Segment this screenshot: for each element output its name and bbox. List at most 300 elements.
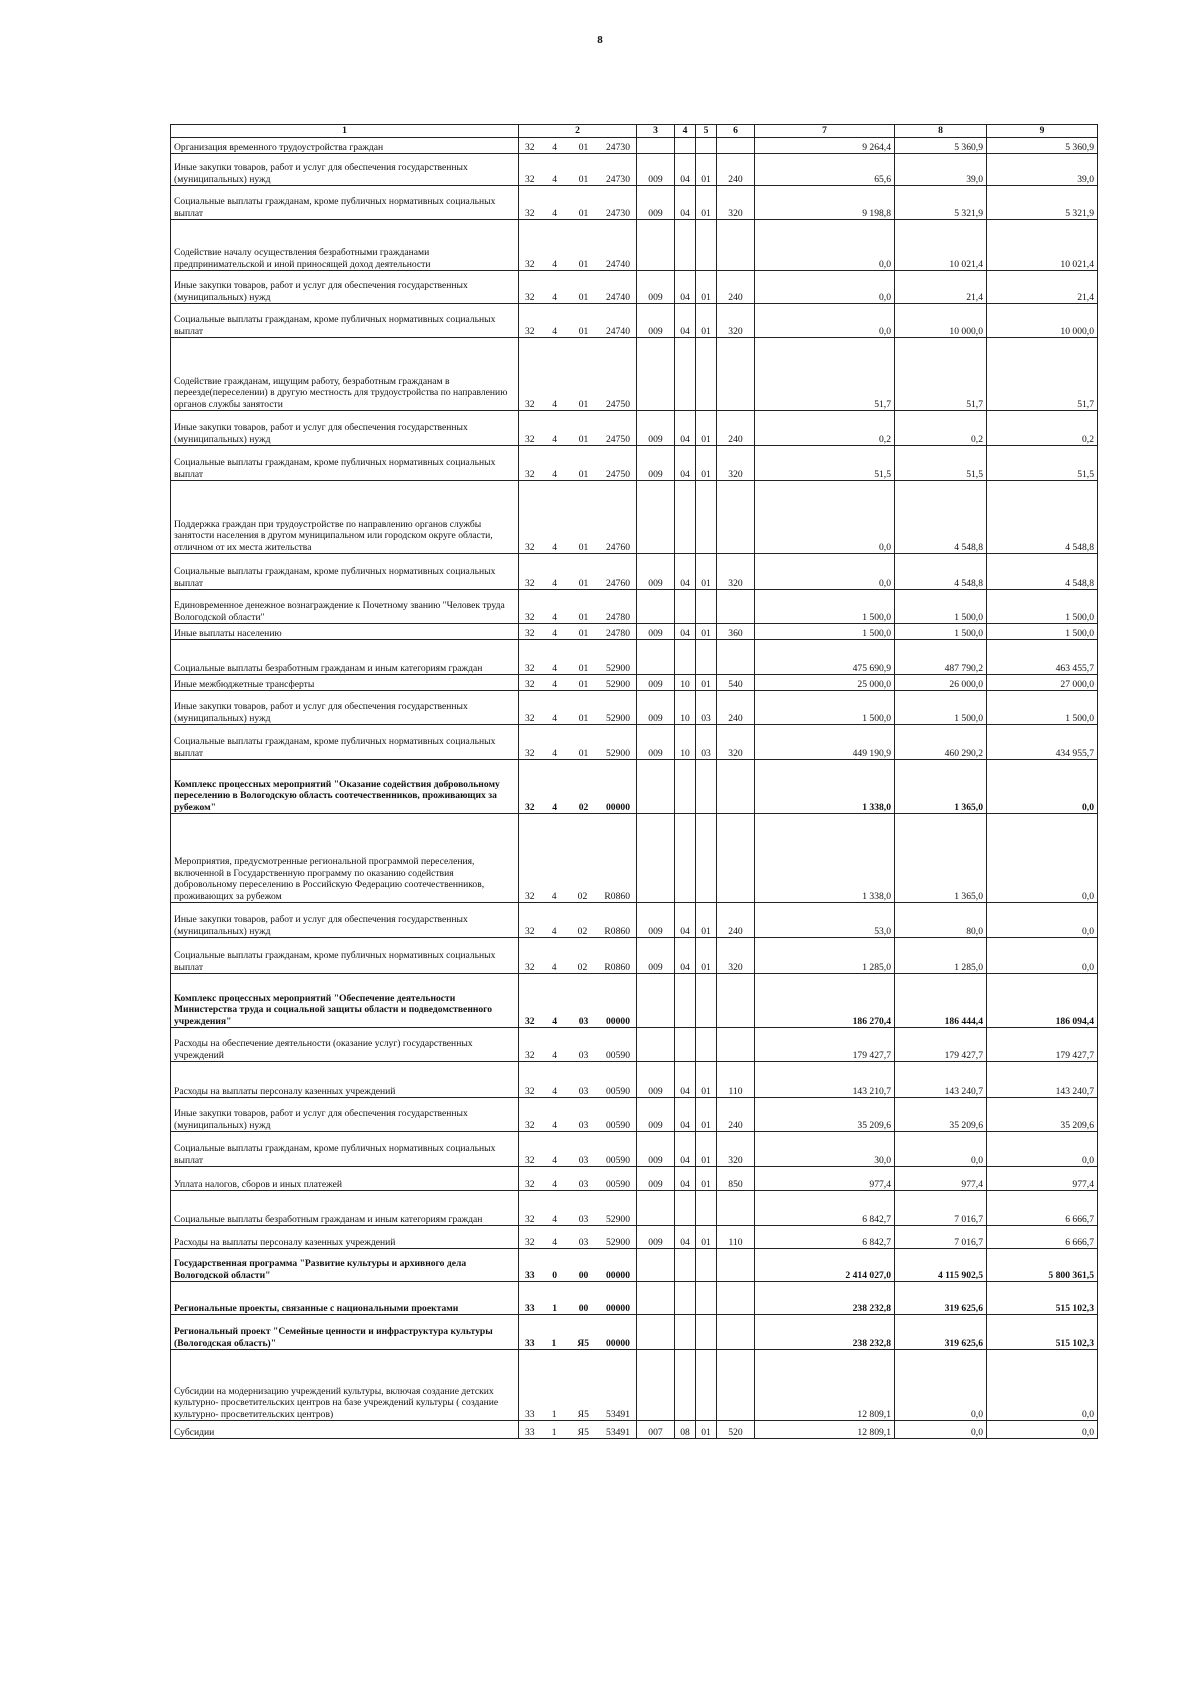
subsection-code: 01 [696, 1098, 717, 1132]
program-code: 32 [525, 207, 535, 219]
direction-code: 24780 [606, 627, 630, 639]
grbs-code [637, 1350, 675, 1421]
row-description: Субсидии [171, 1421, 519, 1439]
target-article-code [519, 154, 637, 186]
grbs-code [637, 338, 675, 411]
direction-code: 24760 [606, 577, 630, 589]
target-article-code-parts [522, 891, 633, 903]
section-code: 04 [675, 1226, 696, 1249]
amount-col-8: 21,4 [895, 271, 987, 304]
direction-code: 52900 [606, 712, 630, 724]
target-article-code-parts [522, 1086, 633, 1098]
amount-col-9: 434 955,7 [987, 725, 1098, 760]
row-description: Социальные выплаты гражданам, кроме публичных нормативных социальных выплат [171, 1132, 519, 1167]
measure-code: Я5 [577, 1408, 589, 1420]
target-article-code [519, 271, 637, 304]
target-article-code [519, 974, 637, 1028]
table-row [171, 1226, 1098, 1249]
direction-code: R0860 [604, 890, 630, 902]
subprogram-code: 4 [552, 433, 558, 445]
subprogram-code: 4 [552, 712, 558, 724]
target-article-code-parts [522, 1179, 633, 1191]
measure-code: 01 [578, 747, 589, 759]
table-body [171, 138, 1098, 1439]
expense-type-code: 540 [717, 675, 755, 691]
target-article-code-parts [522, 962, 633, 974]
program-code: 32 [525, 611, 535, 623]
amount-col-7: 186 270,4 [755, 974, 895, 1028]
expense-type-code: 320 [717, 725, 755, 760]
expense-type-code: 360 [717, 624, 755, 640]
subprogram-code: 4 [552, 258, 558, 270]
row-description: Иные выплаты населению [171, 624, 519, 640]
table-row [171, 271, 1098, 304]
row-description: Иные закупки товаров, работ и услуг для обеспечения государственных (муниципальных) нужд [171, 411, 519, 446]
measure-code: Я5 [577, 1426, 589, 1438]
column-header: 4 [675, 125, 696, 138]
row-description: Субсидии на модернизацию учреждений культуры, включая создание детских культурно- просветительских центров на базе учреждений культуры ( создание культурно- просветительских центров) [171, 1350, 519, 1421]
amount-col-9: 6 666,7 [987, 1226, 1098, 1249]
amount-col-8: 186 444,4 [895, 974, 987, 1028]
subprogram-code: 4 [552, 207, 558, 219]
section-code [675, 1191, 696, 1226]
target-article-code [519, 691, 637, 725]
grbs-code: 009 [637, 271, 675, 304]
target-article-code [519, 481, 637, 554]
subprogram-code: 1 [551, 1426, 557, 1438]
target-article-code [519, 590, 637, 624]
target-article-code [519, 938, 637, 974]
target-article-code-parts [522, 1409, 633, 1421]
program-code: 32 [525, 925, 535, 937]
expense-type-code: 320 [717, 1132, 755, 1167]
target-article-code [519, 411, 637, 446]
direction-code: 24780 [606, 611, 630, 623]
table-row [171, 691, 1098, 725]
amount-col-9: 27 000,0 [987, 675, 1098, 691]
grbs-code [637, 640, 675, 675]
target-article-code-parts [522, 713, 633, 725]
grbs-code: 009 [637, 624, 675, 640]
measure-code: 03 [578, 1154, 589, 1166]
grbs-code: 009 [637, 1167, 675, 1191]
expense-type-code: 110 [717, 1062, 755, 1098]
amount-col-8: 51,5 [895, 446, 987, 481]
amount-col-8: 80,0 [895, 903, 987, 938]
amount-col-7: 9 198,8 [755, 186, 895, 220]
target-article-code-parts [522, 208, 633, 220]
grbs-code: 009 [637, 186, 675, 220]
subprogram-code: 4 [552, 1154, 558, 1166]
section-code: 04 [675, 186, 696, 220]
target-article-code-parts [522, 1270, 633, 1282]
subsection-code [696, 640, 717, 675]
target-article-code-parts [522, 748, 633, 760]
subsection-code: 01 [696, 938, 717, 974]
expense-type-code [717, 1315, 755, 1350]
program-code: 32 [525, 258, 535, 270]
subprogram-code: 4 [552, 1213, 558, 1225]
measure-code: 01 [578, 258, 589, 270]
target-article-code [519, 1062, 637, 1098]
expense-type-code: 240 [717, 154, 755, 186]
amount-col-8: 7 016,7 [895, 1226, 987, 1249]
direction-code: 52900 [606, 1236, 630, 1248]
grbs-code [637, 1249, 675, 1282]
expense-type-code: 320 [717, 186, 755, 220]
expense-type-code [717, 138, 755, 154]
amount-col-8: 1 365,0 [895, 814, 987, 903]
amount-col-7: 238 232,8 [755, 1282, 895, 1315]
amount-col-7: 35 209,6 [755, 1098, 895, 1132]
subprogram-code: 4 [552, 678, 558, 690]
subsection-code: 01 [696, 1062, 717, 1098]
direction-code: 24750 [606, 433, 630, 445]
target-article-code [519, 338, 637, 411]
amount-col-7: 0,0 [755, 554, 895, 590]
row-description: Региональный проект "Семейные ценности и инфраструктура культуры (Вологодская область)" [171, 1315, 519, 1350]
section-code: 04 [675, 1062, 696, 1098]
section-code [675, 974, 696, 1028]
grbs-code: 009 [637, 725, 675, 760]
program-code: 33 [525, 1337, 535, 1349]
section-code: 04 [675, 154, 696, 186]
table-row [171, 186, 1098, 220]
section-code: 04 [675, 938, 696, 974]
subprogram-code: 4 [552, 173, 558, 185]
measure-code: 01 [578, 141, 589, 153]
direction-code: 53491 [606, 1426, 630, 1438]
section-code: 10 [675, 691, 696, 725]
section-code: 10 [675, 725, 696, 760]
amount-col-7: 1 338,0 [755, 814, 895, 903]
grbs-code: 009 [637, 554, 675, 590]
amount-col-7: 1 338,0 [755, 760, 895, 814]
section-code: 04 [675, 271, 696, 304]
program-code: 32 [525, 627, 535, 639]
table-row [171, 481, 1098, 554]
row-description: Поддержка граждан при трудоустройстве по направлению органов службы занятости населения в другом муниципальном или городском округе области, отличном от их места жительства [171, 481, 519, 554]
target-article-code-parts [522, 399, 633, 411]
amount-col-7: 12 809,1 [755, 1421, 895, 1439]
amount-col-7: 6 842,7 [755, 1226, 895, 1249]
section-code [675, 1282, 696, 1315]
target-article-code-parts [522, 628, 633, 640]
table-row [171, 1098, 1098, 1132]
amount-col-9: 51,7 [987, 338, 1098, 411]
amount-col-9: 143 240,7 [987, 1062, 1098, 1098]
expense-type-code [717, 220, 755, 271]
direction-code: 00590 [606, 1085, 630, 1097]
subprogram-code: 4 [551, 925, 557, 937]
target-article-code [519, 1167, 637, 1191]
amount-col-8: 1 365,0 [895, 760, 987, 814]
section-code [675, 1315, 696, 1350]
subsection-code [696, 138, 717, 154]
measure-code: 01 [578, 627, 589, 639]
section-code [675, 1028, 696, 1062]
section-code: 04 [675, 554, 696, 590]
program-code: 32 [525, 1015, 535, 1027]
section-code [675, 481, 696, 554]
subsection-code: 01 [696, 1167, 717, 1191]
measure-code: Я5 [577, 1337, 590, 1349]
measure-code: 01 [578, 207, 589, 219]
subsection-code: 01 [696, 624, 717, 640]
subsection-code: 01 [696, 304, 717, 338]
section-code [675, 1350, 696, 1421]
measure-code: 01 [578, 712, 589, 724]
direction-code: 24740 [606, 291, 630, 303]
amount-col-8: 10 021,4 [895, 220, 987, 271]
program-code: 32 [525, 1213, 535, 1225]
target-article-code [519, 304, 637, 338]
target-article-code [519, 1315, 637, 1350]
table-row [171, 411, 1098, 446]
expense-type-code: 240 [717, 903, 755, 938]
amount-col-7: 1 500,0 [755, 624, 895, 640]
table-row [171, 554, 1098, 590]
amount-col-8: 319 625,6 [895, 1315, 987, 1350]
subsection-code [696, 1350, 717, 1421]
column-header: 2 [519, 125, 637, 138]
row-description: Расходы на выплаты персоналу казенных учреждений [171, 1226, 519, 1249]
amount-col-8: 39,0 [895, 154, 987, 186]
program-code: 32 [525, 577, 535, 589]
direction-code: 53491 [606, 1408, 630, 1420]
program-code: 32 [525, 1049, 535, 1061]
amount-col-8: 5 321,9 [895, 186, 987, 220]
amount-col-7: 449 190,9 [755, 725, 895, 760]
measure-code: 00 [578, 1302, 589, 1314]
measure-code: 03 [578, 1213, 589, 1225]
amount-col-8: 1 500,0 [895, 590, 987, 624]
row-description: Социальные выплаты безработным гражданам и иным категориям граждан [171, 1191, 519, 1226]
direction-code: 00590 [606, 1154, 630, 1166]
target-article-code-parts [522, 469, 633, 481]
expense-type-code: 320 [717, 938, 755, 974]
table-row [171, 446, 1098, 481]
expense-type-code [717, 760, 755, 814]
direction-code: 00000 [606, 1302, 630, 1314]
amount-col-7: 0,0 [755, 271, 895, 304]
grbs-code: 009 [637, 446, 675, 481]
column-header: 3 [637, 125, 675, 138]
program-code: 32 [525, 291, 535, 303]
grbs-code [637, 590, 675, 624]
row-description: Расходы на выплаты персоналу казенных учреждений [171, 1062, 519, 1098]
column-header: 9 [987, 125, 1098, 138]
table-row [171, 1167, 1098, 1191]
subprogram-code: 4 [552, 291, 558, 303]
subsection-code: 01 [696, 1226, 717, 1249]
subsection-code [696, 220, 717, 271]
amount-col-8: 7 016,7 [895, 1191, 987, 1226]
subsection-code [696, 481, 717, 554]
expense-type-code: 320 [717, 554, 755, 590]
amount-col-8: 4 115 902,5 [895, 1249, 987, 1282]
grbs-code: 009 [637, 304, 675, 338]
direction-code: 52900 [606, 1213, 630, 1225]
section-code: 04 [675, 1098, 696, 1132]
subprogram-code: 1 [551, 1337, 557, 1349]
amount-col-9: 10 000,0 [987, 304, 1098, 338]
subprogram-code: 4 [551, 961, 557, 973]
expense-type-code [717, 1350, 755, 1421]
table-row [171, 1421, 1098, 1439]
program-code: 33 [525, 1408, 535, 1420]
table-row [171, 1315, 1098, 1350]
direction-code: 52900 [606, 747, 630, 759]
row-description: Социальные выплаты гражданам, кроме публичных нормативных социальных выплат [171, 186, 519, 220]
amount-col-8: 460 290,2 [895, 725, 987, 760]
direction-code: 00000 [605, 1337, 630, 1349]
target-article-code [519, 903, 637, 938]
target-article-code-parts [522, 292, 633, 304]
expense-type-code [717, 338, 755, 411]
amount-col-7: 0,0 [755, 304, 895, 338]
target-article-code-parts [522, 174, 633, 186]
subsection-code [696, 1249, 717, 1282]
grbs-code: 009 [637, 1132, 675, 1167]
direction-code: 24740 [606, 325, 630, 337]
amount-col-9: 0,0 [987, 1421, 1098, 1439]
column-header: 5 [696, 125, 717, 138]
section-code [675, 220, 696, 271]
measure-code: 00 [578, 1269, 589, 1281]
subsection-code [696, 590, 717, 624]
direction-code: 24750 [606, 468, 630, 480]
section-code: 04 [675, 304, 696, 338]
target-article-code-parts [522, 1155, 633, 1167]
row-description: Комплекс процессных мероприятий "Обеспечение деятельности Министерства труда и социальной защиты области и подведомственного учреждения" [171, 974, 519, 1028]
amount-col-9: 5 360,9 [987, 138, 1098, 154]
measure-code: 03 [578, 1049, 589, 1061]
table-row [171, 1191, 1098, 1226]
subprogram-code: 4 [552, 325, 558, 337]
amount-col-8: 1 500,0 [895, 624, 987, 640]
amount-col-8: 487 790,2 [895, 640, 987, 675]
target-article-code-parts [522, 1303, 633, 1315]
program-code: 32 [525, 1119, 535, 1131]
amount-col-8: 0,0 [895, 1421, 987, 1439]
subprogram-code: 1 [552, 1302, 558, 1314]
subsection-code [696, 1191, 717, 1226]
section-code [675, 760, 696, 814]
grbs-code: 007 [637, 1421, 675, 1439]
amount-col-9: 35 209,6 [987, 1098, 1098, 1132]
amount-col-7: 0,0 [755, 220, 895, 271]
table-row [171, 675, 1098, 691]
row-description: Социальные выплаты гражданам, кроме публичных нормативных социальных выплат [171, 446, 519, 481]
budget-table [170, 124, 1098, 1439]
row-description: Региональные проекты, связанные с национальными проектами [171, 1282, 519, 1315]
expense-type-code [717, 481, 755, 554]
amount-col-8: 35 209,6 [895, 1098, 987, 1132]
target-article-code [519, 1098, 637, 1132]
grbs-code [637, 814, 675, 903]
subprogram-code: 1 [551, 1408, 557, 1420]
grbs-code [637, 220, 675, 271]
program-code: 32 [525, 468, 535, 480]
direction-code: 00000 [606, 1015, 630, 1027]
amount-col-9: 977,4 [987, 1167, 1098, 1191]
section-code [675, 338, 696, 411]
section-code: 08 [675, 1421, 696, 1439]
table-row [171, 338, 1098, 411]
direction-code: 24760 [606, 541, 630, 553]
amount-col-9: 0,2 [987, 411, 1098, 446]
grbs-code [637, 1315, 675, 1350]
subsection-code: 01 [696, 554, 717, 590]
grbs-code: 009 [637, 691, 675, 725]
expense-type-code: 240 [717, 1098, 755, 1132]
target-article-code-parts [522, 1214, 633, 1226]
target-article-code [519, 1191, 637, 1226]
subsection-code: 01 [696, 446, 717, 481]
program-code: 32 [525, 433, 535, 445]
amount-col-8: 4 548,8 [895, 481, 987, 554]
grbs-code: 009 [637, 1098, 675, 1132]
amount-col-8: 51,7 [895, 338, 987, 411]
target-article-code [519, 446, 637, 481]
direction-code: 00590 [606, 1119, 630, 1131]
target-article-code-parts [522, 1120, 633, 1132]
target-article-code-parts [522, 1016, 633, 1028]
row-description: Единовременное денежное вознаграждение к Почетному званию "Человек труда Вологодской области" [171, 590, 519, 624]
grbs-code [637, 974, 675, 1028]
direction-code: 24750 [606, 398, 630, 410]
measure-code: 03 [578, 1119, 589, 1131]
grbs-code [637, 1282, 675, 1315]
table-row [171, 760, 1098, 814]
amount-col-9: 0,0 [987, 938, 1098, 974]
amount-col-9: 186 094,4 [987, 974, 1098, 1028]
grbs-code: 009 [637, 411, 675, 446]
target-article-code [519, 1028, 637, 1062]
table-row [171, 304, 1098, 338]
target-article-code [519, 814, 637, 903]
subsection-code [696, 1282, 717, 1315]
amount-col-7: 6 842,7 [755, 1191, 895, 1226]
grbs-code: 009 [637, 154, 675, 186]
grbs-code: 009 [637, 675, 675, 691]
row-description: Иные закупки товаров, работ и услуг для обеспечения государственных (муниципальных) нужд [171, 154, 519, 186]
amount-col-7: 9 264,4 [755, 138, 895, 154]
program-code: 32 [525, 712, 535, 724]
measure-code: 01 [578, 577, 589, 589]
row-description: Социальные выплаты гражданам, кроме публичных нормативных социальных выплат [171, 554, 519, 590]
direction-code: 24740 [606, 258, 630, 270]
amount-col-7: 0,0 [755, 481, 895, 554]
amount-col-7: 238 232,8 [755, 1315, 895, 1350]
subsection-code: 01 [696, 411, 717, 446]
measure-code: 01 [578, 611, 589, 623]
table-row [171, 725, 1098, 760]
expense-type-code: 520 [717, 1421, 755, 1439]
measure-code: 02 [577, 890, 588, 902]
section-code: 04 [675, 411, 696, 446]
expense-type-code [717, 1282, 755, 1315]
program-code: 32 [525, 325, 535, 337]
subprogram-code: 4 [552, 1178, 558, 1190]
target-article-code [519, 624, 637, 640]
measure-code: 03 [578, 1178, 589, 1190]
amount-col-7: 1 500,0 [755, 691, 895, 725]
target-article-code [519, 138, 637, 154]
row-description: Государственная программа "Развитие культуры и архивного дела Вологодской области" [171, 1249, 519, 1282]
amount-col-9: 1 500,0 [987, 691, 1098, 725]
